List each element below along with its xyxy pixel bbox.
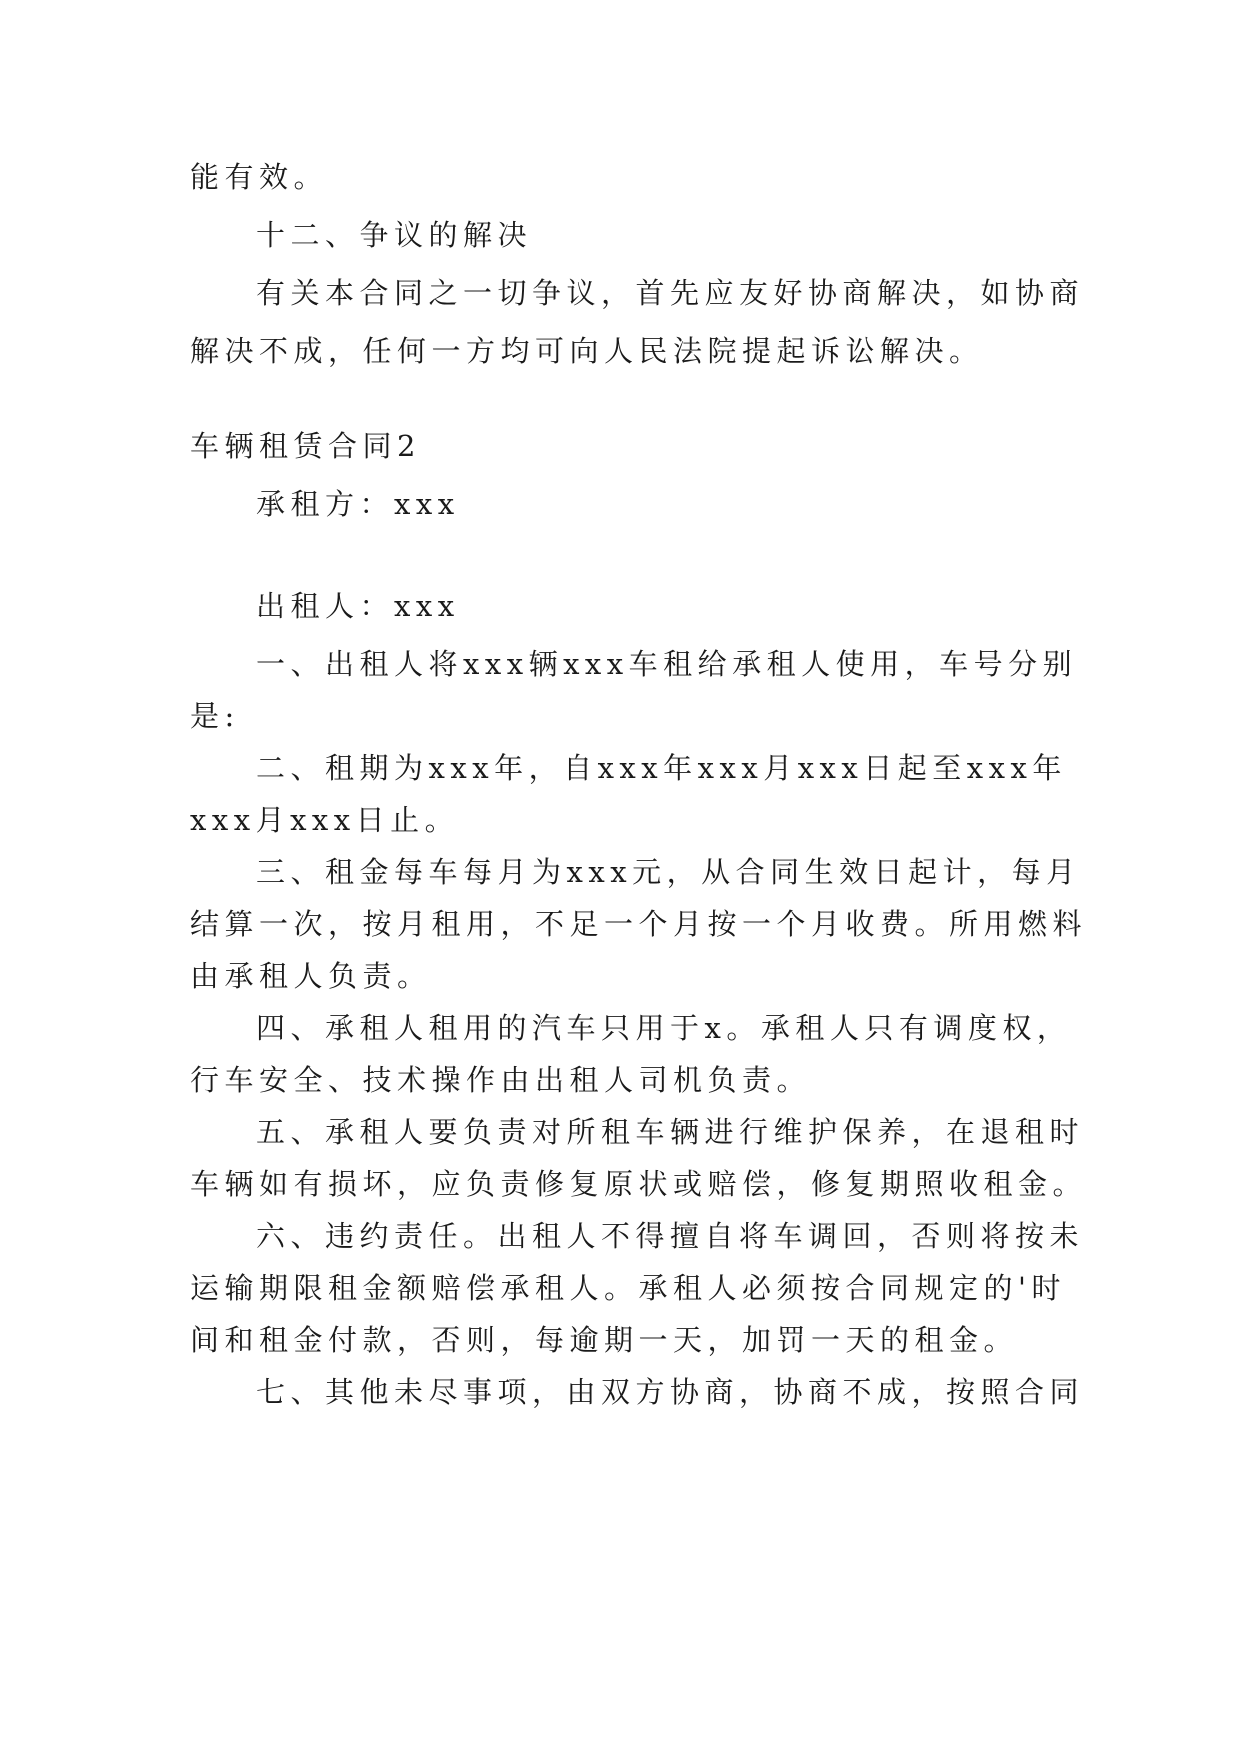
text-line: xxx月xxx日止。 bbox=[190, 803, 460, 837]
text-line: 运输期限租金额赔偿承租人。承租人必须按合同规定的'时 bbox=[190, 1271, 1066, 1305]
text-line: 四、承租人租用的汽车只用于x。承租人只有调度权， bbox=[256, 1011, 1072, 1045]
lessor-line: 出租人：xxx bbox=[256, 589, 460, 623]
text-line: 车辆如有损坏，应负责修复原状或赔偿，修复期照收租金。 bbox=[190, 1167, 1088, 1201]
text-line: 间和租金付款，否则，每逾期一天，加罚一天的租金。 bbox=[190, 1323, 1019, 1357]
lessee-line: 承租方：xxx bbox=[256, 487, 460, 521]
text-line: 一、出租人将xxx辆xxx车租给承租人使用，车号分别 bbox=[256, 647, 1078, 681]
text-line: 能有效。 bbox=[190, 160, 329, 194]
text-line: 五、承租人要负责对所租车辆进行维护保养，在退租时 bbox=[256, 1115, 1085, 1149]
text-line: 结算一次，按月租用，不足一个月按一个月收费。所用燃料 bbox=[190, 907, 1088, 941]
section-heading: 十二、争议的解决 bbox=[256, 218, 533, 252]
text-line: 是: bbox=[190, 699, 240, 733]
text-line: 三、租金每车每月为xxx元，从合同生效日起计，每月 bbox=[256, 855, 1081, 889]
text-line: 解决不成，任何一方均可向人民法院提起诉讼解决。 bbox=[190, 334, 984, 368]
contract-title: 车辆租赁合同2 bbox=[190, 429, 421, 463]
text-line: 行车安全、技术操作由出租人司机负责。 bbox=[190, 1063, 812, 1097]
text-line: 六、违约责任。出租人不得擅自将车调回，否则将按未 bbox=[256, 1219, 1085, 1253]
text-line: 七、其他未尽事项，由双方协商，协商不成，按照合同 bbox=[256, 1375, 1085, 1409]
text-line: 有关本合同之一切争议，首先应友好协商解决，如协商 bbox=[256, 276, 1085, 310]
text-line: 由承租人负责。 bbox=[190, 959, 432, 993]
text-line: 二、租期为xxx年，自xxx年xxx月xxx日起至xxx年 bbox=[256, 751, 1067, 785]
